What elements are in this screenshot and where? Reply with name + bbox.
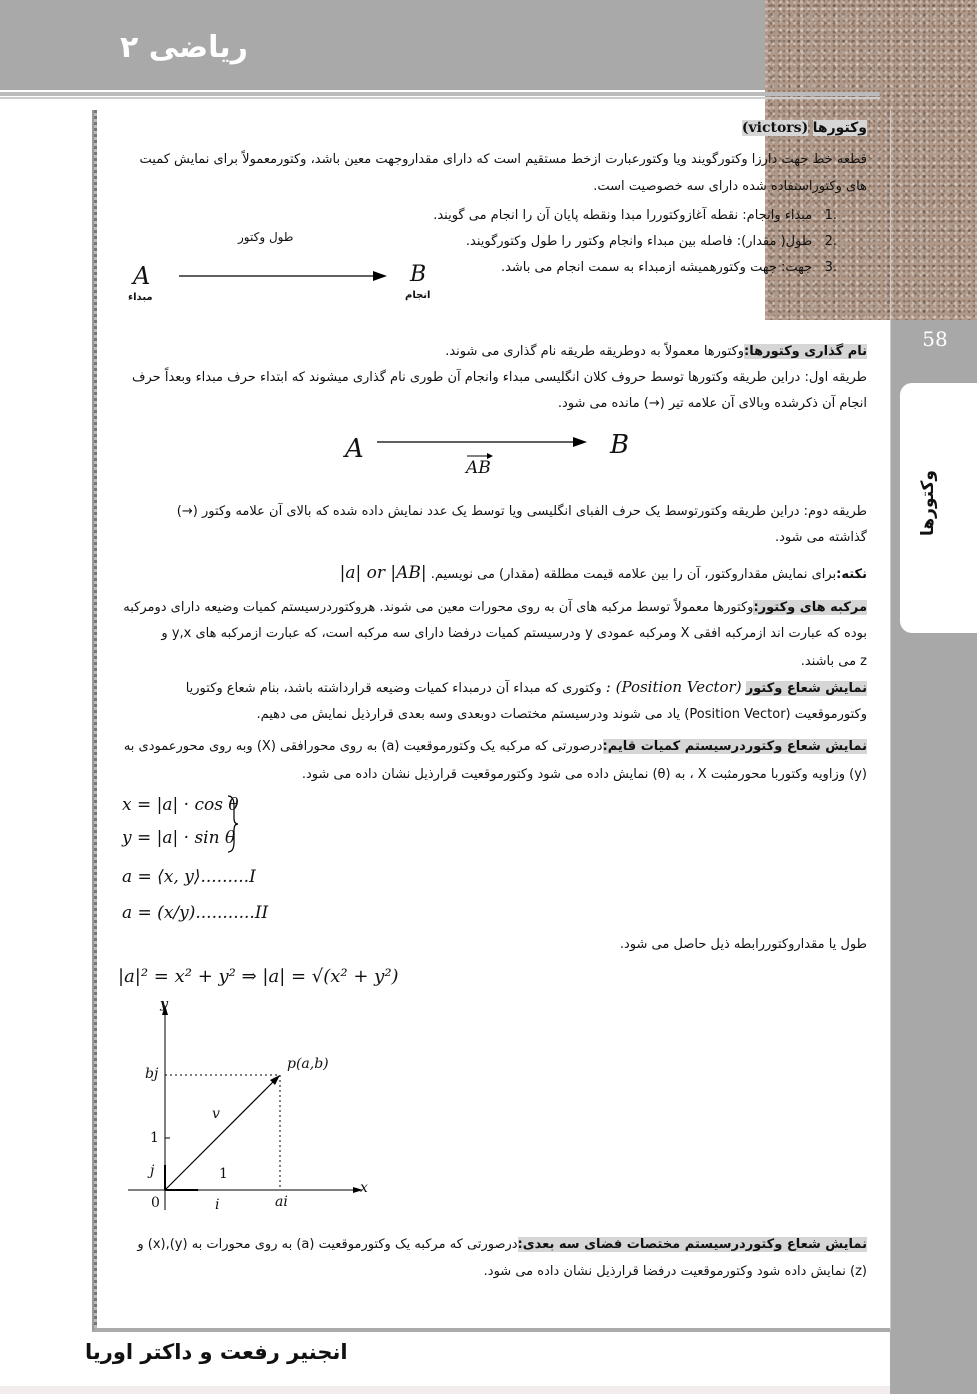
sec4-line2: وکتورموقعیت (Position Vector) یاد می شوند ودرسیستم مختصات دوبعدی وسه بعدی قرارذیل نمایش می دهیم. bbox=[256, 707, 867, 722]
fig1-length-label: طول وکتور bbox=[238, 230, 294, 244]
graph-x-label: x bbox=[360, 1180, 368, 1196]
sec1-heading-fa: وکتورها bbox=[812, 120, 867, 136]
graph-point-label: p(a,b) bbox=[287, 1056, 329, 1072]
note-math: |a| or |AB| bbox=[339, 563, 427, 583]
sec3-line1-text: وکتورها معمولاً توسط مرکبه های آن به روی محورات معین می شوند. هروکتوردرسیستم کمیات وضیعه دارای دومرکبه bbox=[123, 600, 754, 615]
item-1-num: .1 bbox=[824, 208, 837, 223]
eq-vector-1: a = ⟨x, y⟩.........I bbox=[122, 867, 256, 887]
graph-y-one-label: 1 bbox=[150, 1130, 159, 1146]
sec3-heading: مرکبه های وکتور: bbox=[753, 600, 867, 615]
sec2-method1-line2: انجام آن ذکرشده وبالای آن علامه تیر (→) مانده می شود. bbox=[557, 396, 867, 411]
sec3-line3: z می باشند. bbox=[800, 654, 867, 669]
sec5-heading: نمایش شعاع وکتوردرسیستم کمیات قایم: bbox=[602, 739, 867, 754]
sec1-heading-en: (victors) bbox=[741, 120, 809, 136]
sec5-line1-text: درصورتی که مرکبه یک وکتورموقعیت (a) به روی محورافقی (X) وبه روی محورعمودی به bbox=[123, 739, 603, 754]
eq-x: x = |a| · cos θ bbox=[122, 795, 239, 815]
footer-bar bbox=[0, 1386, 890, 1394]
eq-y: y = |a| · sin θ bbox=[122, 828, 236, 848]
sec3-line2: بوده که عبارت اند ازمرکبه افقی X ومرکبه عمودی y ودرسیستم کمیات درفضا دارای سه مرکبه است، که عبارت ازمرکبه های y,x و bbox=[161, 626, 867, 641]
vector-graph bbox=[120, 995, 380, 1220]
sec2-method2-line1: طریقه دوم: دراین طریقه وکتورتوسط یک حرف الفبای انگلیسی ویا توسط یک عدد نمایش داده شده که بالای آن علامه وکتور (→) bbox=[176, 504, 867, 519]
footer-authors: انجنیر رفعت و داکتر اوریا bbox=[85, 1340, 348, 1364]
header-bar bbox=[0, 0, 765, 90]
sec2-note bbox=[122, 560, 867, 588]
sec6-line2: (z) نمایش داده شود وکتورموقعیت درفضا قرارذیل نشان داده می شود. bbox=[483, 1264, 867, 1279]
fig2-point-b: B bbox=[610, 430, 630, 460]
sec2-method2-line2: گذاشته می شود. bbox=[774, 530, 867, 545]
sec2-first-line bbox=[132, 338, 867, 365]
eq-magnitude: |a|² = x² + y² ⇒ |a| = √(x² + y²) bbox=[118, 966, 399, 987]
sec1-item-1 bbox=[387, 202, 837, 229]
graph-y-label: y bbox=[160, 997, 168, 1012]
sec6-line1-text: درصورتی که مرکبه یک وکتورموقعیت (a) به روی محورات به (y),(x) و bbox=[137, 1237, 518, 1252]
sec5-line2: (y) وزاویه وکتوربا محورمثبت X ، به (θ) نمایش داده می شود وکتورموقعیت قرارذیل نشان داده می شود. bbox=[301, 767, 867, 782]
sec6-heading: نمایش شعاع وکتوردرسیستم مختصات فضای سه بعدی: bbox=[517, 1237, 867, 1252]
sec1-paragraph: قطعه خط جهت دارزا وکتورگویند ویا وکتورعبارت ازخط مستقیم است که دارای مقداروجهت معین باشد، وکتورمعمولاً برای نمایش کمیت های وکتوراستفاده شده دارای سه خصوصیت است. bbox=[139, 152, 867, 194]
graph-origin-label: 0 bbox=[151, 1195, 160, 1211]
graph-j-label: j bbox=[150, 1163, 155, 1179]
sec4-line1-text: وکتوری که مبداء آن درمبداء کمیات وضیعه قرارداشته باشد، بنام شعاع وکتوریا bbox=[185, 681, 602, 696]
sec3-line1 bbox=[122, 594, 867, 621]
graph-bj-label: bj bbox=[145, 1066, 159, 1082]
eq-brace bbox=[226, 794, 240, 854]
chapter-tab[interactable] bbox=[900, 383, 977, 633]
sec5-line1 bbox=[122, 733, 867, 760]
fig2-vector-label: AB bbox=[466, 458, 491, 478]
item-1-text: مبداء وانجام: نقطه آغازوکتوررا مبدا ونقطه پایان آن را انجام می گویند. bbox=[433, 208, 813, 223]
graph-i-label: i bbox=[215, 1197, 220, 1213]
sec2-method1-line1: طریقه اول: دراین طریقه وکتورها توسط حروف کلان انگلیسی مبداء وانجام آن طوری نام گذاری میشوند که ابتداء حرف مبداء وبعداً حرف bbox=[132, 370, 867, 385]
eq-vector-2: a = (x/y)...........II bbox=[122, 903, 269, 923]
sec2-heading: نام گذاری وکتورها: bbox=[744, 344, 867, 359]
fig1-point-b: B bbox=[410, 262, 427, 287]
fig1-start-label: مبداء bbox=[128, 292, 153, 303]
sec1-item-2 bbox=[387, 228, 837, 255]
page-number: 58 bbox=[922, 327, 948, 351]
graph-ai-label: ai bbox=[275, 1194, 288, 1210]
frame-top-line bbox=[0, 92, 880, 96]
book-title: ریاضی ۲ bbox=[120, 30, 248, 65]
graph-v-label: v bbox=[212, 1106, 220, 1122]
fig1-end-label: انجام bbox=[405, 290, 431, 301]
item-3-text: جهت: جهت وکتورهمیشه ازمبداء به سمت انجام می باشد. bbox=[500, 260, 813, 275]
sec4-heading-en: (Position Vector) : bbox=[605, 678, 742, 696]
fig1-point-a: A bbox=[133, 262, 151, 290]
frame-top-line-2 bbox=[0, 97, 880, 99]
sec1-item-3 bbox=[387, 254, 837, 281]
note-text: برای نمایش مقداروکتور، آن را بین علامه قیمت مطلقه (مقدار) می نویسیم. bbox=[430, 567, 837, 582]
chapter-tab-label: وکتورها bbox=[918, 470, 938, 537]
item-2-num: .2 bbox=[824, 234, 837, 249]
item-3-num: .3 bbox=[824, 260, 837, 275]
sec5-length-text: طول یا مقداروکتوررابطه ذیل حاصل می شود. bbox=[619, 937, 867, 952]
sec4-heading: نمایش شعاع وکتور bbox=[745, 681, 867, 696]
sec2-lead: وکتورها معمولاً به دوطریقه طریقه نام گذاری می شوند. bbox=[445, 344, 745, 359]
fig2-arrow bbox=[375, 434, 590, 450]
note-head: نکته: bbox=[836, 567, 867, 582]
sec1-heading bbox=[742, 120, 867, 136]
item-2-text: طول( مقدار): فاصله بین مبداء وانجام وکتور را طول وکتورگویند. bbox=[465, 234, 813, 249]
sec6-line1 bbox=[122, 1231, 867, 1258]
fig2-point-a: A bbox=[345, 434, 364, 464]
graph-x-one-label: 1 bbox=[219, 1166, 228, 1182]
fig1-arrow bbox=[175, 268, 390, 284]
sec4-line1 bbox=[122, 674, 867, 702]
